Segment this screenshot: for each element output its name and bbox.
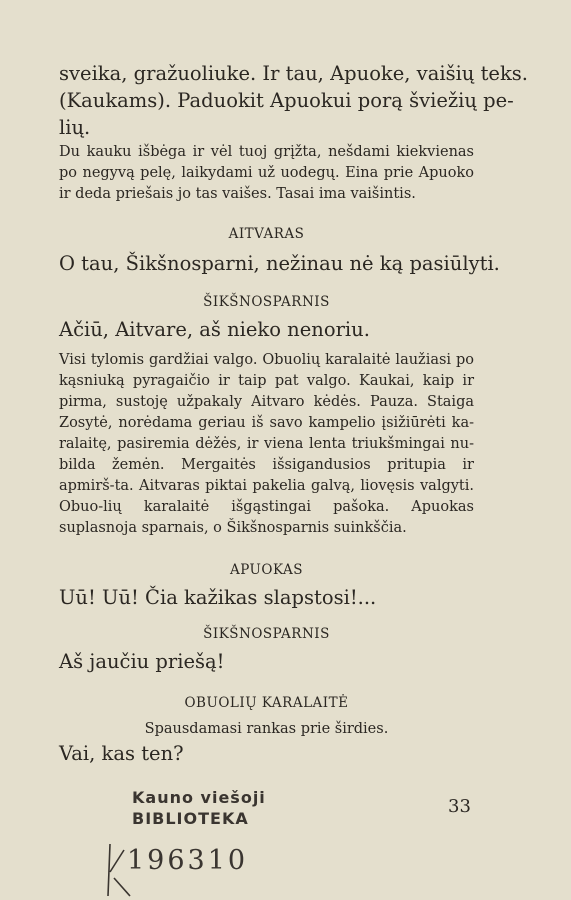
speaker-siksnosparnis: ŠIKŠNOSPARNIS	[203, 294, 330, 310]
stamp-line: BIBLIOTEKA	[132, 809, 249, 828]
speech-line: Aš jaučiu priešą!	[59, 650, 225, 673]
inventory-number: 196310	[127, 845, 249, 876]
dialogue-lines-intro	[59, 60, 528, 141]
speaker-apuokas: APUOKAS	[229, 562, 304, 578]
speaker-siksnosparnis: ŠIKŠNOSPARNIS	[203, 626, 330, 642]
speech-line: Vai, kas ten?	[59, 742, 184, 765]
page-number: 33	[448, 796, 471, 817]
speech-line: (Kaukams). Paduokit Apuokui porą šviežių pe-	[59, 89, 514, 112]
speech-line: O tau, Šikšnosparni, nežinau nė ką pasiūlyti.	[59, 252, 500, 275]
library-stamp	[132, 787, 266, 829]
speech-line: Ačiū, Aitvare, aš nieko nenoriu.	[59, 318, 370, 341]
speech-line: Uū! Uū! Čia kažikas slapstosi!...	[59, 586, 377, 609]
speaker-aitvaras: AITVARAS	[228, 226, 305, 242]
speech-line: sveika, gražuoliuke. Ir tau, Apuoke, vaišių teks.	[59, 62, 528, 85]
stage-direction: Visi tylomis gardžiai valgo. Obuolių karalaitė laužiasi po kąsniuką pyragaičio ir taip pat valgo. Kaukai, kaip ir pirma, sustoję užpakaly Aitvaro kėdės. Pauza. Staiga Zosytė, norėdama geriau iš savo kampelio įsižiūrėti ka-ralaitę, pasiremia dėžės, ir viena lenta triukšmingai nu-bilda žemėn. Mergaitės išsigandusios pritupia ir apmirš-ta. Aitvaras piktai pakelia galvą, liovęsis valgyti. Obuo-lių karalaitė išgąstingai pašoka. Apuokas suplasnoja sparnais, o Šikšnosparnis suinkščia.	[59, 352, 474, 536]
speaker-obuoliu-karalaite: OBUOLIŲ KARALAITĖ	[184, 695, 349, 711]
stage-direction: Spausdamasi rankas prie širdies.	[144, 721, 389, 737]
stamp-line: Kauno viešoji	[132, 788, 266, 807]
speech-line: lių.	[59, 116, 91, 139]
stage-direction: Du kauku išbėga ir vėl tuoj grįžta, nešdami kiekvienas po negyvą pelę, laikydami už uodegų. Eina prie Apuoko ir deda priešais jo tas vaišes. Tasai ima vaišintis.	[59, 144, 474, 202]
